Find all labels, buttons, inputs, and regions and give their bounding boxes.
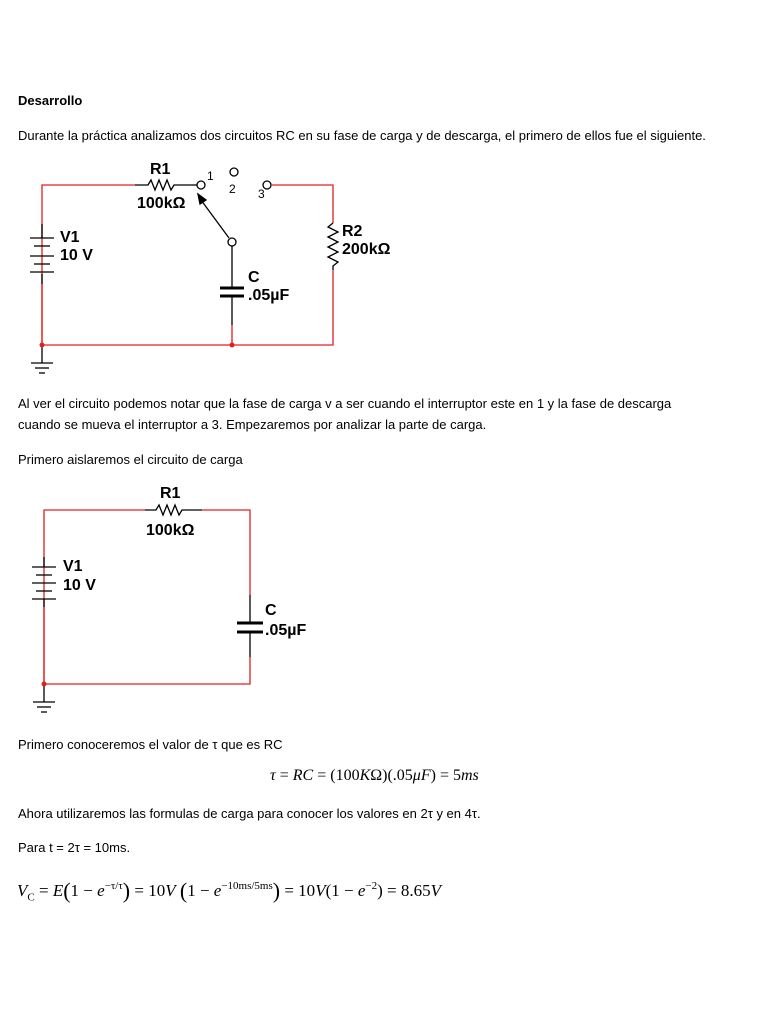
eq-e: e: [97, 881, 105, 900]
junction-dot: [40, 343, 45, 348]
paragraph-5: Ahora utilizaremos las formulas de carga para conocer los valores en 2τ y en 4τ.: [18, 806, 481, 821]
eq-tau: τ: [270, 767, 276, 784]
intro-paragraph: Durante la práctica analizamos dos circuitos RC en su fase de carga y de descarga, el primero de ellos fue el siguiente.: [18, 128, 706, 143]
v1-value: 10 V: [60, 247, 93, 264]
eq-part: = (100: [313, 767, 360, 784]
eq-rc: RC: [292, 767, 314, 784]
r2-value: 200kΩ: [342, 241, 391, 258]
paragraph-4: Primero conoceremos el valor de τ que es RC: [18, 737, 283, 752]
eq-part: 1 −: [70, 881, 98, 900]
c-value: .05µF: [265, 622, 307, 639]
v1-value: 10 V: [63, 577, 96, 594]
r1-value: 100kΩ: [137, 195, 186, 212]
eq-paren: ): [122, 878, 131, 903]
eq-sub: C: [27, 891, 35, 904]
tau-equation: [270, 767, 479, 785]
junction-dot: [230, 343, 235, 348]
c-value: .05µF: [248, 287, 290, 304]
rc-circuit-diagram-1: [0, 160, 768, 400]
r2-name: R2: [342, 223, 363, 240]
paragraph-2-line-2: cuando se mueva el interruptor a 3. Empezaremos por analizar la parte de carga.: [18, 417, 487, 432]
eq-part: (1 −: [325, 881, 358, 900]
paragraph-2-line-1: Al ver el circuito podemos notar que la fase de carga v a ser cuando el interruptor este en 1 y la fase de descarga: [18, 396, 672, 411]
v1-name: V1: [60, 229, 80, 246]
paragraph-3: Primero aislaremos el circuito de carga: [18, 452, 243, 467]
eq-exponent: −10ms/5ms: [221, 880, 273, 892]
eq-paren: (: [63, 878, 71, 903]
r1-name: R1: [160, 485, 181, 502]
paragraph-6: Para t = 2τ = 10ms.: [18, 840, 131, 855]
charge-equation: [17, 876, 441, 903]
eq-part: = 10: [280, 881, 316, 900]
eq-exponent: −2: [365, 880, 378, 892]
eq-exponent: −τ/τ: [104, 880, 123, 892]
junction-dot: [42, 682, 47, 687]
r1-name: R1: [150, 161, 171, 178]
c-name: C: [265, 602, 277, 619]
section-heading: Desarrollo: [18, 93, 83, 108]
c-name: C: [248, 269, 260, 286]
eq-k: K: [359, 767, 371, 784]
eq-v: V: [17, 881, 28, 900]
eq-part: ) = 5: [430, 767, 461, 784]
eq-paren: ): [272, 878, 281, 903]
eq-v: V: [430, 881, 441, 900]
rc-circuit-diagram-2: [0, 475, 768, 720]
eq-part: 1 −: [187, 881, 214, 900]
eq-v: V: [315, 881, 326, 900]
eq-v: V: [165, 881, 176, 900]
eq-part: = 10: [130, 881, 166, 900]
eq-e: e: [213, 881, 222, 900]
eq-part: ) = 8.65: [377, 881, 431, 900]
v1-name: V1: [63, 558, 83, 575]
eq-mu: μF: [412, 767, 431, 784]
r1-value: 100kΩ: [146, 522, 195, 539]
switch-pos-2: 2: [229, 182, 236, 196]
eq-equals: =: [275, 767, 293, 784]
eq-e: E: [52, 881, 64, 900]
eq-part: Ω)(.05: [370, 767, 413, 784]
eq-paren: (: [179, 878, 188, 903]
eq-part: =: [34, 881, 53, 900]
eq-ms: ms: [460, 767, 479, 784]
eq-e: e: [357, 881, 366, 900]
switch-pos-3: 3: [258, 187, 265, 201]
switch-pos-1: 1: [207, 169, 214, 183]
